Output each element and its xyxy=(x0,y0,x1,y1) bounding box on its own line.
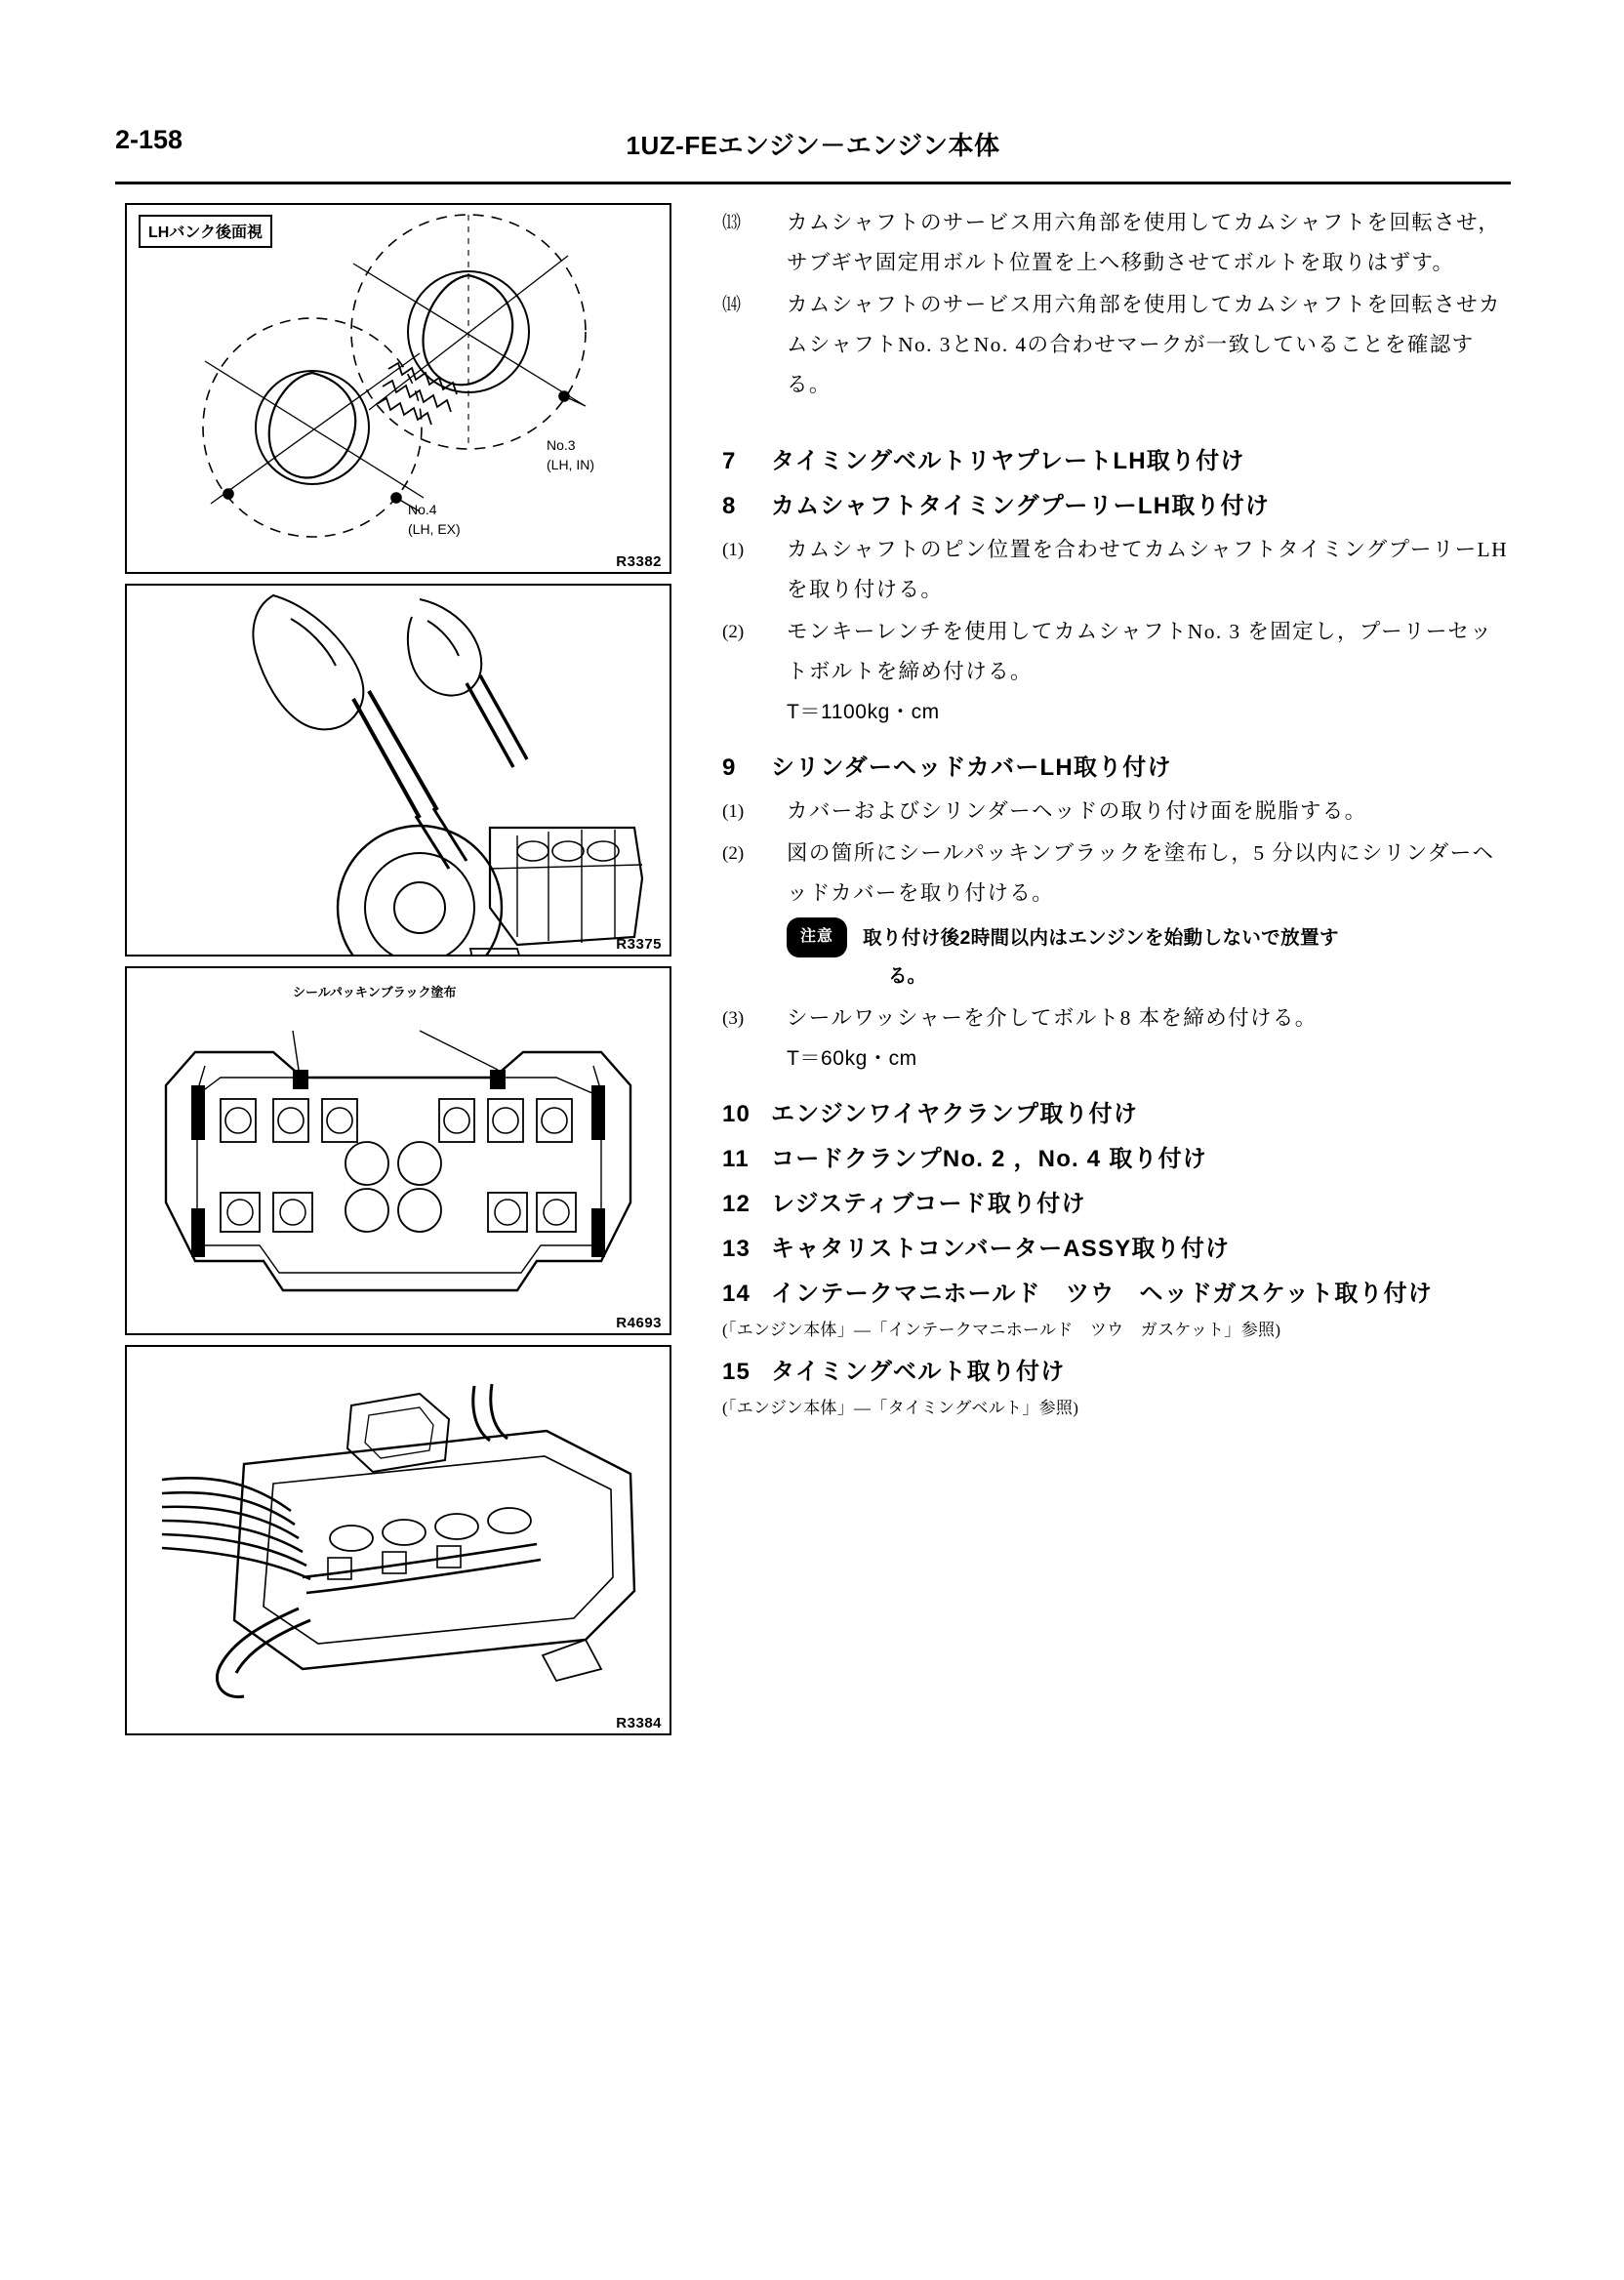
section-8-step-1-text: カムシャフトのピン位置を合わせてカムシャフトタイミングプーリーLHを取り付ける。 xyxy=(787,538,1508,601)
section-8-step-2 xyxy=(722,612,1515,692)
section-13-title: キャタリストコンバーターASSY取り付け xyxy=(771,1236,1231,1262)
page-header xyxy=(115,125,1511,178)
section-10-title: エンジンワイヤクランプ取り付け xyxy=(771,1101,1139,1127)
figure-1-caption-lh-in: (LH, IN) xyxy=(547,457,594,472)
step-14 xyxy=(722,285,1515,405)
figure-4-graphic xyxy=(127,1347,670,1733)
figure-3-graphic xyxy=(127,968,670,1333)
torque-value-1100: T＝1100kg・cm xyxy=(787,701,940,723)
figure-3-note-seal-packing: シールパッキンブラック塗布 xyxy=(293,985,457,999)
step-13-text: カムシャフトのサービス用六角部を使用してカムシャフトを回転させ，サブギヤ固定用ボルト位置を上へ移動させてボルトを取りはずす。 xyxy=(787,211,1501,274)
section-15-number: 15 xyxy=(722,1359,751,1385)
figure-camshaft-gear-diagram xyxy=(125,203,671,574)
section-7-title: タイミングベルトリヤプレートLH取り付け xyxy=(771,448,1245,474)
section-12-number: 12 xyxy=(722,1191,751,1217)
figure-2-code: R3375 xyxy=(616,936,662,953)
figure-3-code: R4693 xyxy=(616,1315,662,1331)
figure-1-caption-no4: No.4 xyxy=(408,502,437,517)
section-9-title: シリンダーヘッドカバーLH取り付け xyxy=(771,754,1172,781)
figure-2-graphic xyxy=(127,586,670,955)
step-13 xyxy=(722,203,1515,283)
figure-1-label: LHバンク後面視 xyxy=(139,215,272,248)
section-9-step-1 xyxy=(722,792,1515,832)
section-9-step-1-marker: (1) xyxy=(722,801,745,822)
figure-4-code: R3384 xyxy=(616,1715,662,1731)
section-9-step-2-marker: (2) xyxy=(722,843,745,864)
figure-column xyxy=(125,203,671,1745)
figure-1-code: R3382 xyxy=(616,553,662,570)
section-9-step-2-text: 図の箇所にシールパッキンブラックを塗布し，5 分以内にシリンダーヘッドカバーを取り付ける。 xyxy=(787,841,1495,905)
notice-text: 取り付け後2時間以内はエンジンを始動しないで放置す xyxy=(863,927,1339,949)
header-divider xyxy=(115,182,1511,184)
section-7 xyxy=(722,440,1515,483)
section-9-step-3 xyxy=(722,998,1515,1038)
section-11-number: 11 xyxy=(722,1146,750,1172)
step-13-marker: ⒀ xyxy=(722,213,742,233)
figure-1-caption-lh-ex: (LH, EX) xyxy=(408,521,461,537)
figure-1-graphic xyxy=(127,205,670,572)
section-8 xyxy=(722,485,1515,528)
section-15 xyxy=(722,1351,1515,1394)
text-column xyxy=(722,203,1515,1429)
section-7-number: 7 xyxy=(722,448,737,474)
page-number: 2-158 xyxy=(115,125,183,154)
section-14-number: 14 xyxy=(722,1281,751,1307)
section-10-number: 10 xyxy=(722,1101,751,1127)
section-13-number: 13 xyxy=(722,1236,751,1262)
section-14 xyxy=(722,1273,1515,1316)
section-8-step-2-text: モンキーレンチを使用してカムシャフトNo. 3 を固定し，プーリーセットボルトを締め付ける。 xyxy=(787,620,1493,683)
section-9-step-1-text: カバーおよびシリンダーヘッドの取り付け面を脱脂する。 xyxy=(787,799,1367,823)
section-11-title: コードクランプNo. 2 ，No. 4 取り付け xyxy=(771,1146,1208,1172)
section-9-step-2 xyxy=(722,834,1515,914)
section-12 xyxy=(722,1183,1515,1226)
notice-text-continued: る。 xyxy=(888,965,927,987)
torque-value-60: T＝60kg・cm xyxy=(787,1047,917,1070)
section-8-step-1-marker: (1) xyxy=(722,540,745,560)
figure-engine-wiring-photo xyxy=(125,1345,671,1735)
section-8-title: カムシャフトタイミングプーリーLH取り付け xyxy=(771,493,1271,519)
section-11 xyxy=(722,1138,1515,1181)
section-9-step-3-text: シールワッシャーを介してボルト8 本を締め付ける。 xyxy=(787,1006,1318,1030)
section-15-title: タイミングベルト取り付け xyxy=(771,1359,1066,1385)
section-12-title: レジスティブコード取り付け xyxy=(771,1191,1086,1217)
section-9-step-3-marker: (3) xyxy=(722,1008,745,1029)
notice-badge: 注意 xyxy=(787,917,847,957)
section-9 xyxy=(722,747,1515,790)
spacer-1 xyxy=(722,407,1515,425)
section-8-step-2-marker: (2) xyxy=(722,622,745,642)
section-14-reference: (「エンジン本体」—「インテークマニホールド ツウ ガスケット」参照) xyxy=(722,1321,1281,1339)
figure-1-caption-no3: No.3 xyxy=(547,437,576,453)
section-8-step-1 xyxy=(722,530,1515,610)
section-8-number: 8 xyxy=(722,493,737,519)
step-14-text: カムシャフトのサービス用六角部を使用してカムシャフトを回転させカムシャフトNo. 3とNo. 4の合わせマークが一致していることを確認する。 xyxy=(787,293,1501,396)
section-15-reference: (「エンジン本体」—「タイミングベルト」参照) xyxy=(722,1399,1079,1417)
step-14-marker: ⒁ xyxy=(722,295,742,315)
figure-pulley-wrench-photo xyxy=(125,584,671,957)
page-title: 1UZ-FEエンジン－エンジン本体 xyxy=(626,131,1000,160)
section-14-title: インテークマニホールド ツウ ヘッドガスケット取り付け xyxy=(771,1281,1433,1307)
notice-block xyxy=(722,917,1515,957)
section-9-number: 9 xyxy=(722,754,737,781)
figure-seal-packing-diagram xyxy=(125,966,671,1335)
section-10 xyxy=(722,1093,1515,1136)
section-13 xyxy=(722,1228,1515,1271)
